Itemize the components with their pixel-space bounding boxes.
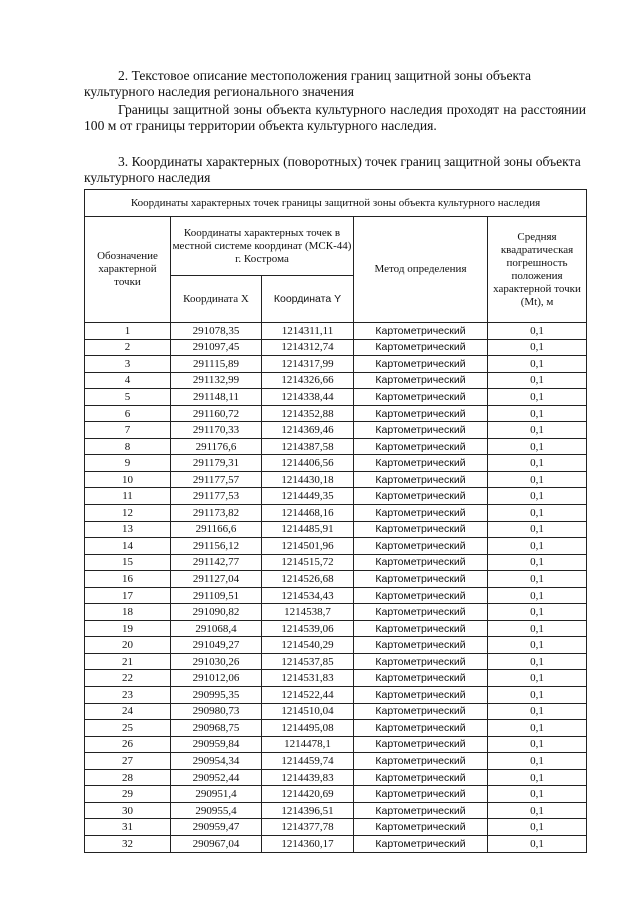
cell-x: 291156,12 xyxy=(171,538,262,555)
cell-point: 1 xyxy=(85,323,171,340)
cell-point: 14 xyxy=(85,538,171,555)
cell-error: 0,1 xyxy=(488,323,587,340)
cell-error: 0,1 xyxy=(488,422,587,439)
section3-heading: 3. Координаты характерных (поворотных) точек границ защитной зоны объекта культурного наследия xyxy=(84,154,581,185)
table-row xyxy=(85,587,587,604)
cell-y: 1214522,44 xyxy=(262,687,354,704)
cell-method: Картометрический xyxy=(354,339,488,356)
cell-error: 0,1 xyxy=(488,670,587,687)
cell-method: Картометрический xyxy=(354,405,488,422)
cell-x: 291030,26 xyxy=(171,653,262,670)
cell-method: Картометрический xyxy=(354,372,488,389)
cell-error: 0,1 xyxy=(488,703,587,720)
cell-y: 1214478,1 xyxy=(262,736,354,753)
table-row xyxy=(85,736,587,753)
cell-method: Картометрический xyxy=(354,422,488,439)
cell-point: 4 xyxy=(85,372,171,389)
col-header-point: Обозначение характерной точки xyxy=(85,217,171,323)
table-row xyxy=(85,521,587,538)
table-row xyxy=(85,703,587,720)
cell-method: Картометрический xyxy=(354,505,488,522)
cell-x: 291177,53 xyxy=(171,488,262,505)
cell-point: 19 xyxy=(85,620,171,637)
table-row xyxy=(85,438,587,455)
cell-x: 290951,4 xyxy=(171,786,262,803)
cell-method: Картометрический xyxy=(354,571,488,588)
cell-method: Картометрический xyxy=(354,389,488,406)
cell-method: Картометрический xyxy=(354,471,488,488)
cell-x: 290955,4 xyxy=(171,802,262,819)
cell-error: 0,1 xyxy=(488,687,587,704)
cell-error: 0,1 xyxy=(488,554,587,571)
col-header-coords: Координаты характерных точек в местной системе координат (МСК-44) г. Кострома xyxy=(171,217,354,276)
cell-error: 0,1 xyxy=(488,389,587,406)
cell-x: 291173,82 xyxy=(171,505,262,522)
table-row xyxy=(85,422,587,439)
cell-method: Картометрический xyxy=(354,736,488,753)
cell-x: 291109,51 xyxy=(171,587,262,604)
col-header-x: Координата X xyxy=(171,276,262,323)
cell-y: 1214311,11 xyxy=(262,323,354,340)
cell-y: 1214531,83 xyxy=(262,670,354,687)
cell-y: 1214420,69 xyxy=(262,786,354,803)
table-row xyxy=(85,389,587,406)
table-row xyxy=(85,653,587,670)
cell-x: 291177,57 xyxy=(171,471,262,488)
cell-point: 26 xyxy=(85,736,171,753)
cell-point: 32 xyxy=(85,835,171,852)
cell-y: 1214468,16 xyxy=(262,505,354,522)
table-row xyxy=(85,753,587,770)
cell-point: 23 xyxy=(85,687,171,704)
cell-y: 1214352,88 xyxy=(262,405,354,422)
table-row xyxy=(85,505,587,522)
cell-error: 0,1 xyxy=(488,372,587,389)
cell-x: 290959,47 xyxy=(171,819,262,836)
cell-error: 0,1 xyxy=(488,538,587,555)
cell-point: 20 xyxy=(85,637,171,654)
cell-y: 1214510,04 xyxy=(262,703,354,720)
cell-method: Картометрический xyxy=(354,835,488,852)
cell-y: 1214312,74 xyxy=(262,339,354,356)
cell-y: 1214326,66 xyxy=(262,372,354,389)
cell-error: 0,1 xyxy=(488,736,587,753)
cell-point: 10 xyxy=(85,471,171,488)
cell-error: 0,1 xyxy=(488,405,587,422)
cell-method: Картометрический xyxy=(354,753,488,770)
cell-error: 0,1 xyxy=(488,819,587,836)
cell-y: 1214537,85 xyxy=(262,653,354,670)
cell-x: 291176,6 xyxy=(171,438,262,455)
table-row xyxy=(85,405,587,422)
cell-method: Картометрический xyxy=(354,769,488,786)
cell-method: Картометрический xyxy=(354,653,488,670)
cell-method: Картометрический xyxy=(354,819,488,836)
cell-x: 290959,84 xyxy=(171,736,262,753)
cell-error: 0,1 xyxy=(488,835,587,852)
table-row xyxy=(85,670,587,687)
cell-point: 13 xyxy=(85,521,171,538)
cell-method: Картометрический xyxy=(354,802,488,819)
cell-point: 30 xyxy=(85,802,171,819)
cell-y: 1214369,46 xyxy=(262,422,354,439)
table-row xyxy=(85,819,587,836)
cell-method: Картометрический xyxy=(354,438,488,455)
cell-point: 18 xyxy=(85,604,171,621)
cell-y: 1214439,83 xyxy=(262,769,354,786)
cell-y: 1214495,08 xyxy=(262,720,354,737)
table-row xyxy=(85,769,587,786)
table-row xyxy=(85,339,587,356)
cell-x: 291179,31 xyxy=(171,455,262,472)
cell-error: 0,1 xyxy=(488,604,587,621)
cell-y: 1214317,99 xyxy=(262,356,354,373)
table-row xyxy=(85,323,587,340)
cell-error: 0,1 xyxy=(488,356,587,373)
cell-error: 0,1 xyxy=(488,505,587,522)
cell-point: 22 xyxy=(85,670,171,687)
cell-point: 15 xyxy=(85,554,171,571)
cell-method: Картометрический xyxy=(354,604,488,621)
cell-x: 291049,27 xyxy=(171,637,262,654)
cell-method: Картометрический xyxy=(354,488,488,505)
cell-y: 1214538,7 xyxy=(262,604,354,621)
cell-error: 0,1 xyxy=(488,753,587,770)
cell-point: 17 xyxy=(85,587,171,604)
cell-x: 291160,72 xyxy=(171,405,262,422)
cell-point: 28 xyxy=(85,769,171,786)
cell-method: Картометрический xyxy=(354,554,488,571)
cell-y: 1214459,74 xyxy=(262,753,354,770)
cell-y: 1214526,68 xyxy=(262,571,354,588)
cell-x: 290954,34 xyxy=(171,753,262,770)
cell-error: 0,1 xyxy=(488,438,587,455)
cell-point: 27 xyxy=(85,753,171,770)
cell-error: 0,1 xyxy=(488,571,587,588)
cell-point: 21 xyxy=(85,653,171,670)
cell-y: 1214377,78 xyxy=(262,819,354,836)
table-row xyxy=(85,786,587,803)
table-row xyxy=(85,687,587,704)
cell-method: Картометрический xyxy=(354,521,488,538)
cell-point: 9 xyxy=(85,455,171,472)
cell-error: 0,1 xyxy=(488,653,587,670)
cell-x: 290980,73 xyxy=(171,703,262,720)
cell-y: 1214387,58 xyxy=(262,438,354,455)
cell-method: Картометрический xyxy=(354,703,488,720)
cell-method: Картометрический xyxy=(354,670,488,687)
cell-y: 1214485,91 xyxy=(262,521,354,538)
cell-y: 1214430,18 xyxy=(262,471,354,488)
cell-method: Картометрический xyxy=(354,455,488,472)
cell-x: 291127,04 xyxy=(171,571,262,588)
cell-error: 0,1 xyxy=(488,521,587,538)
cell-x: 291148,11 xyxy=(171,389,262,406)
section2-heading: 2. Текстовое описание местоположения границ защитной зоны объекта культурного наследия регионального значения xyxy=(84,68,532,99)
cell-y: 1214360,17 xyxy=(262,835,354,852)
cell-point: 31 xyxy=(85,819,171,836)
cell-point: 11 xyxy=(85,488,171,505)
table-row xyxy=(85,554,587,571)
cell-method: Картометрический xyxy=(354,720,488,737)
cell-x: 291078,35 xyxy=(171,323,262,340)
table-row xyxy=(85,571,587,588)
cell-y: 1214534,43 xyxy=(262,587,354,604)
table-body xyxy=(85,323,587,853)
cell-x: 291142,77 xyxy=(171,554,262,571)
cell-error: 0,1 xyxy=(488,802,587,819)
cell-method: Картометрический xyxy=(354,587,488,604)
cell-point: 25 xyxy=(85,720,171,737)
cell-point: 29 xyxy=(85,786,171,803)
table-row xyxy=(85,802,587,819)
cell-y: 1214449,35 xyxy=(262,488,354,505)
cell-x: 291132,99 xyxy=(171,372,262,389)
cell-x: 290968,75 xyxy=(171,720,262,737)
section2-text: Границы защитной зоны объекта культурного наследия проходят на расстоянии 100 м от границы территории объекта культурного наследия. xyxy=(84,102,586,133)
cell-method: Картометрический xyxy=(354,538,488,555)
coordinates-table xyxy=(84,189,587,853)
col-header-method: Метод определения xyxy=(354,217,488,323)
cell-error: 0,1 xyxy=(488,455,587,472)
cell-y: 1214539,06 xyxy=(262,620,354,637)
col-header-error: Средняя квадратическая погрешность положения характерной точки (Mt), м xyxy=(488,217,587,323)
cell-error: 0,1 xyxy=(488,786,587,803)
cell-y: 1214501,96 xyxy=(262,538,354,555)
cell-x: 290967,04 xyxy=(171,835,262,852)
table-row xyxy=(85,720,587,737)
cell-error: 0,1 xyxy=(488,637,587,654)
cell-point: 8 xyxy=(85,438,171,455)
cell-point: 24 xyxy=(85,703,171,720)
cell-method: Картометрический xyxy=(354,323,488,340)
table-row xyxy=(85,620,587,637)
table-row xyxy=(85,356,587,373)
cell-x: 291012,06 xyxy=(171,670,262,687)
cell-error: 0,1 xyxy=(488,720,587,737)
table-row xyxy=(85,372,587,389)
cell-method: Картометрический xyxy=(354,687,488,704)
cell-x: 291166,6 xyxy=(171,521,262,538)
cell-error: 0,1 xyxy=(488,769,587,786)
table-row xyxy=(85,488,587,505)
cell-point: 7 xyxy=(85,422,171,439)
cell-method: Картометрический xyxy=(354,786,488,803)
cell-method: Картометрический xyxy=(354,620,488,637)
cell-x: 291115,89 xyxy=(171,356,262,373)
cell-error: 0,1 xyxy=(488,620,587,637)
cell-error: 0,1 xyxy=(488,488,587,505)
cell-error: 0,1 xyxy=(488,471,587,488)
cell-x: 291068,4 xyxy=(171,620,262,637)
cell-error: 0,1 xyxy=(488,339,587,356)
cell-y: 1214540,29 xyxy=(262,637,354,654)
cell-point: 2 xyxy=(85,339,171,356)
cell-x: 291170,33 xyxy=(171,422,262,439)
cell-x: 290952,44 xyxy=(171,769,262,786)
cell-method: Картометрический xyxy=(354,356,488,373)
cell-y: 1214338,44 xyxy=(262,389,354,406)
table-row xyxy=(85,471,587,488)
table-caption: Координаты характерных точек границы защитной зоны объекта культурного наследия xyxy=(85,190,587,217)
cell-x: 291097,45 xyxy=(171,339,262,356)
cell-point: 16 xyxy=(85,571,171,588)
cell-x: 291090,82 xyxy=(171,604,262,621)
table-row xyxy=(85,455,587,472)
table-row xyxy=(85,604,587,621)
cell-point: 12 xyxy=(85,505,171,522)
cell-y: 1214396,51 xyxy=(262,802,354,819)
table-row xyxy=(85,538,587,555)
cell-point: 3 xyxy=(85,356,171,373)
cell-x: 290995,35 xyxy=(171,687,262,704)
cell-method: Картометрический xyxy=(354,637,488,654)
cell-point: 6 xyxy=(85,405,171,422)
cell-y: 1214515,72 xyxy=(262,554,354,571)
cell-y: 1214406,56 xyxy=(262,455,354,472)
cell-point: 5 xyxy=(85,389,171,406)
col-header-y: Координата Y xyxy=(262,276,354,323)
cell-error: 0,1 xyxy=(488,587,587,604)
table-row xyxy=(85,637,587,654)
table-row xyxy=(85,835,587,852)
